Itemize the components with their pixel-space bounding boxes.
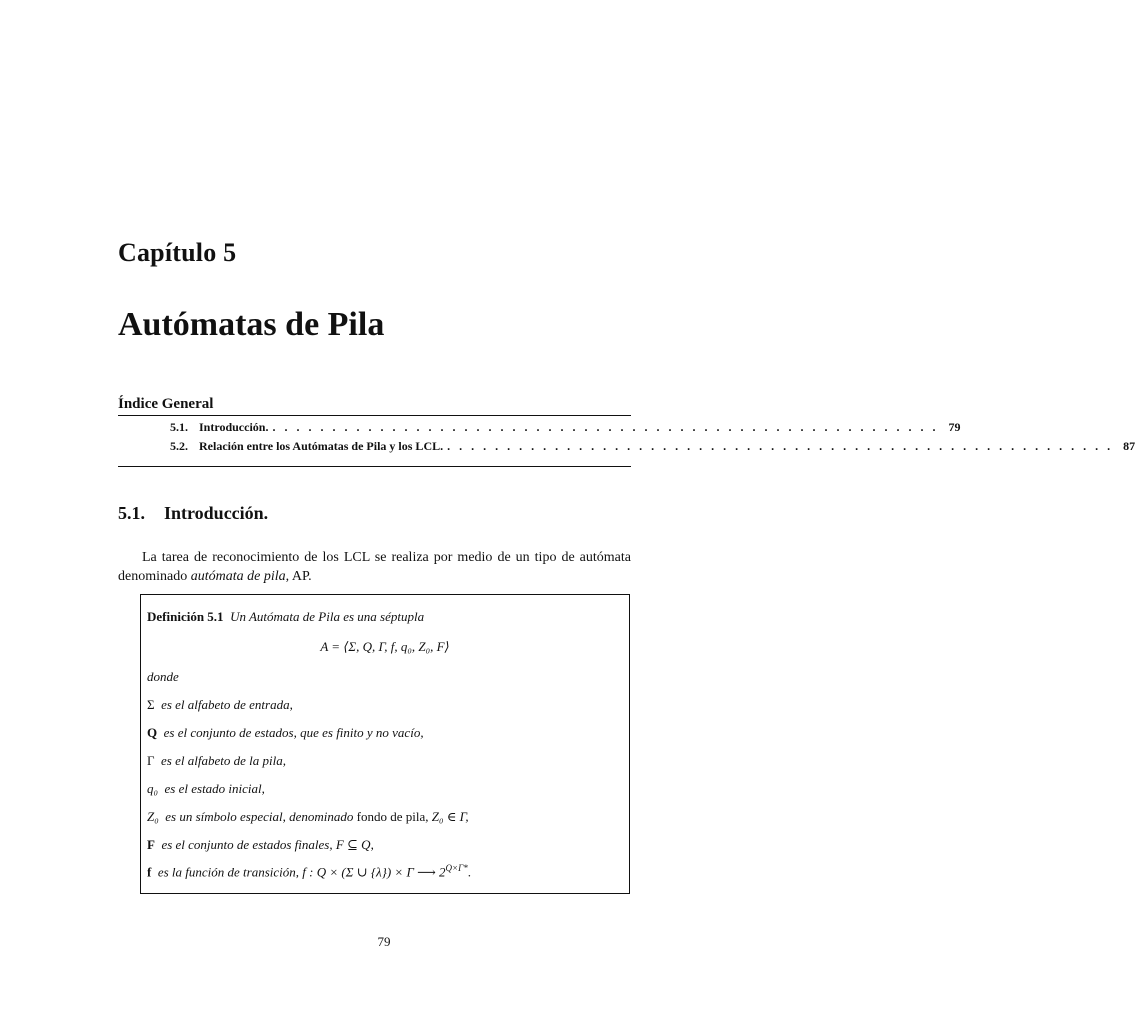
- item-math: Z₀ ∈ Γ,: [431, 809, 469, 824]
- definition-item-f-transition: [147, 863, 471, 880]
- intro-paragraph: [118, 548, 631, 586]
- item-roman: fondo de pila,: [356, 809, 429, 824]
- section-title: Introducción.: [164, 503, 269, 523]
- definition-header: [147, 609, 424, 625]
- item-text: es la función de transición,: [157, 864, 300, 880]
- chapter-label: Capítulo 5: [118, 238, 237, 267]
- section-heading: [118, 503, 268, 524]
- item-text: es el conjunto de estados, que es finito y no vacío,: [163, 725, 424, 740]
- definition-item-gamma: [147, 753, 286, 769]
- item-text: es el conjunto de estados finales,: [161, 837, 333, 852]
- definition-item-f-final: [147, 837, 374, 853]
- section-number: 5.1.: [118, 503, 145, 523]
- intro-after-term: , AP.: [285, 569, 312, 584]
- definition-box: [140, 594, 630, 894]
- definition-item-sigma: [147, 697, 293, 713]
- item-symbol: Σ: [147, 697, 155, 712]
- item-symbol: Γ: [147, 753, 155, 768]
- chapter-title: Autómatas de Pila: [118, 306, 385, 343]
- toc-entry-text: Relación entre los Autómatas de Pila y los LCL.: [199, 439, 444, 453]
- item-end: .: [467, 864, 471, 880]
- item-math: f : Q × (Σ ∪ {λ}) × Γ ⟶ 2: [302, 864, 446, 880]
- toc-entry-page: 87: [1123, 439, 1135, 453]
- item-text: es el estado inicial,: [164, 781, 265, 796]
- definition-item-q: [147, 725, 424, 741]
- page-number: 79: [377, 934, 391, 949]
- item-text: es un símbolo especial, denominado: [165, 809, 354, 824]
- item-text: es el alfabeto de entrada,: [161, 697, 293, 712]
- definition-statement: Un Autómata de Pila es una séptupla: [230, 609, 425, 624]
- definition-item-z0: [147, 809, 469, 825]
- toc-leader-dots: . . . . . . . . . . . . . . . . . . . . . . . . . . . . . . . . . . . . . . . . . . . . . . . . . . . . . . . .: [272, 420, 939, 434]
- toc-heading: Índice General: [118, 396, 631, 416]
- item-symbol: Q: [147, 725, 158, 740]
- definition-donde: donde: [147, 669, 179, 684]
- toc-entry-text: Introducción.: [199, 420, 269, 434]
- table-of-contents: [118, 396, 1135, 467]
- toc-leader-dots: . . . . . . . . . . . . . . . . . . . . . . . . . . . . . . . . . . . . . . . . . . . . . . . . . . . . . . . .: [447, 439, 1114, 453]
- toc-entry-number: 5.2.: [170, 439, 188, 453]
- item-math: F ⊆ Q,: [335, 837, 374, 852]
- toc-entry-number: 5.1.: [170, 420, 188, 434]
- item-symbol: Z₀: [147, 809, 159, 824]
- item-superscript: Q×Γ*: [445, 863, 468, 873]
- intro-text: La tarea de reconocimiento de los LCL se realiza por medio de un tipo de autómata denominado: [118, 550, 631, 584]
- toc-entries: [118, 416, 1135, 467]
- item-text: es el alfabeto de la pila,: [161, 753, 286, 768]
- toc-entry-5-1[interactable]: [118, 420, 961, 439]
- definition-label: Definición 5.1: [147, 609, 224, 624]
- item-symbol: q₀: [147, 781, 159, 796]
- intro-term: autómata de pila: [190, 569, 286, 584]
- definition-item-q0: [147, 781, 265, 797]
- definition-formula: A = ⟨Σ, Q, Γ, f, q₀, Z₀, F⟩: [320, 639, 450, 654]
- item-symbol: f: [147, 864, 152, 880]
- toc-entry-5-2[interactable]: [118, 439, 1135, 458]
- item-symbol: F: [147, 837, 155, 852]
- toc-entry-page: 79: [948, 420, 961, 434]
